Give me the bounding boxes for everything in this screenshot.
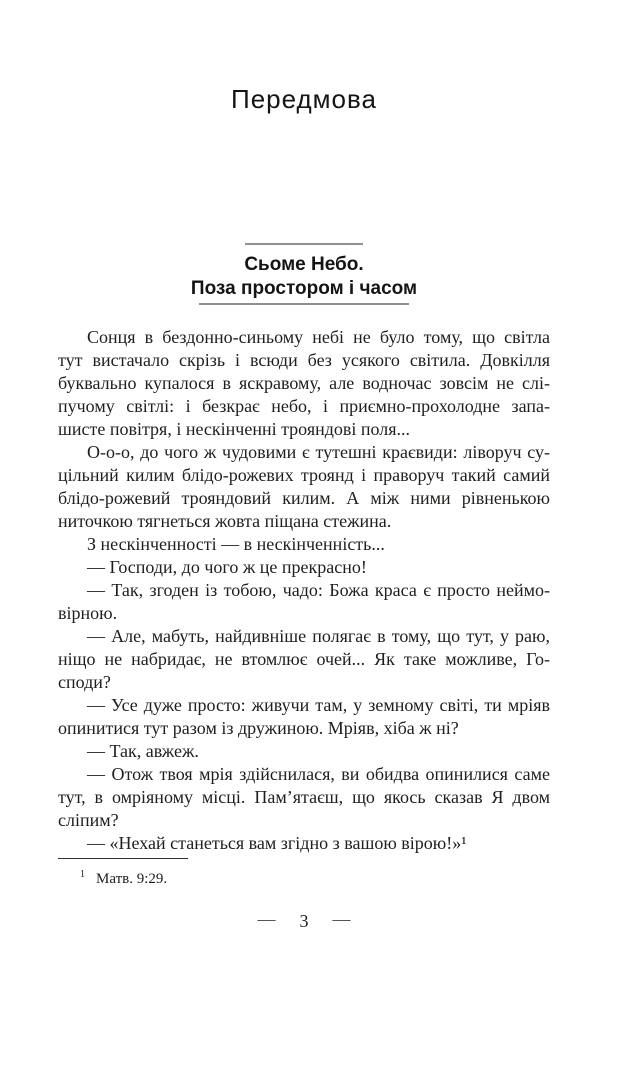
paragraph-line: сліпим?	[58, 810, 119, 830]
footnote-area	[58, 858, 550, 889]
paragraph	[58, 740, 550, 763]
footnote-text: Матв. 9:29.	[96, 871, 168, 887]
paragraph-line: блідо-рожевий трояндовий килим. А між ними рівненькою	[58, 488, 550, 508]
paragraph	[58, 579, 550, 625]
paragraph	[58, 533, 550, 556]
section-title-line1: Сьоме Небо.	[244, 254, 364, 275]
paragraph-line: — Але, мабуть, найдивніше полягає в тому, що тут, у раю,	[87, 626, 550, 646]
chapter-title: Передмова	[231, 84, 377, 114]
paragraph	[58, 625, 550, 694]
paragraph-line: ніщо не набридає, не втомлює очей... Як таке можливе, Го-	[58, 649, 550, 669]
paragraph-line: О-о-о, до чого ж чудовими є тутешні краєвиди: ліворуч су-	[87, 442, 550, 462]
paragraph-line: вірною.	[58, 603, 118, 623]
section-title-line2: Поза простором і часом	[190, 278, 418, 299]
footnote	[58, 865, 550, 889]
section-heading	[58, 243, 550, 305]
paragraph-line: цільний килим блідо-рожевих троянд і праворуч такий самий	[58, 465, 550, 485]
heading-rule-top	[245, 243, 363, 245]
paragraph	[58, 556, 550, 579]
paragraph-line: тут вистачало скрізь і всюди без усякого світила. Довкілля	[58, 350, 550, 370]
footer-dash-left: —	[257, 909, 276, 929]
paragraph-line: шисте повітря, і нескінченні трояндові поля...	[58, 419, 411, 439]
paragraph-line: тут, в омріяному місці. Пам’ятаєш, що якось сказав Я двом	[58, 787, 550, 807]
book-page	[0, 86, 642, 1086]
page-footer	[58, 911, 550, 932]
paragraph	[58, 441, 550, 533]
paragraph-line: ниточкою тягнеться жовта піщана стежина.	[58, 511, 392, 531]
paragraph	[58, 832, 550, 855]
paragraph-line: — Так, згоден із тобою, чадо: Божа краса є просто неймо-	[87, 580, 550, 600]
text-block	[58, 86, 550, 932]
section-title	[58, 253, 550, 301]
paragraph-line: — Отож твоя мрія здійснилася, ви обидва опинилися саме	[87, 764, 550, 784]
paragraph	[58, 763, 550, 832]
paragraph-line: споди?	[58, 672, 111, 692]
paragraph-line: буквально купалося в яскравому, але водночас зовсім не слі-	[58, 373, 550, 393]
paragraph-line: — «Нехай станеться вам згідно з вашою вірою!»¹	[87, 833, 467, 853]
footnote-marker: 1	[80, 869, 85, 880]
paragraph-line: Сонця в бездонно-синьому небі не було тому, що світла	[87, 327, 550, 347]
paragraph-line: — Господи, до чого ж це прекрасно!	[87, 557, 367, 577]
heading-rule-bottom	[199, 303, 409, 305]
footnote-rule	[58, 858, 188, 859]
paragraph-line: пучому світлі: і безкрає небо, і приємно-прохолодне запа-	[58, 396, 550, 416]
paragraph-line: — Так, авжеж.	[87, 741, 199, 761]
paragraph-line: — Усе дуже просто: живучи там, у земному світі, ти мріяв	[87, 695, 550, 715]
paragraph-line: опинитися тут разом із дружиною. Мріяв, хіба ж ні?	[58, 718, 459, 738]
body-text	[58, 326, 550, 855]
paragraph	[58, 326, 550, 441]
page-number: 3	[299, 911, 309, 931]
footer-dash-right: —	[332, 909, 351, 929]
paragraph	[58, 694, 550, 740]
paragraph-line: З нескінченності — в нескінченність...	[87, 534, 385, 554]
